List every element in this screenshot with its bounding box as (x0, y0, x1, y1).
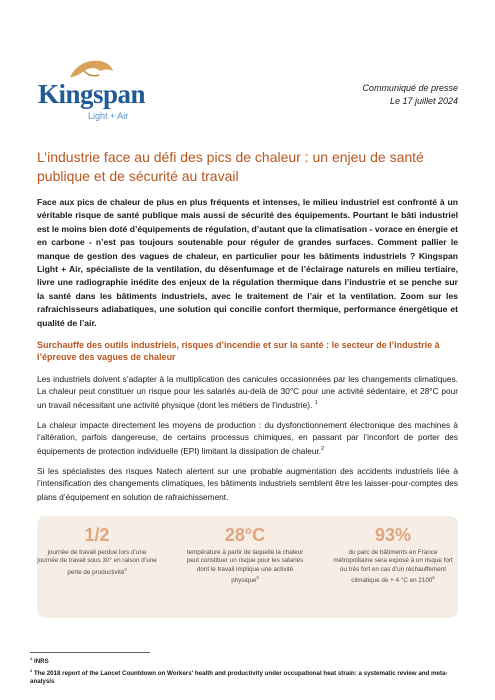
footnote (30, 655, 470, 667)
key-figure-value: 1/2 (84, 525, 110, 545)
key-figure (333, 524, 453, 585)
footnote-ref: 2 (321, 445, 325, 452)
key-figure-caption: température à partir de laquelle la chaleur peut constituer un risque pour les salariés dont le travail implique une activité physique (186, 549, 304, 584)
footnote-divider (30, 652, 150, 653)
key-figure-text (333, 549, 453, 585)
footnote-ref: 6 (432, 574, 435, 580)
footnote-text: INRS (33, 658, 49, 666)
page-title: L’industrie face au défi des pics de chaleur : un enjeu de santé publique et de sécurité au travail (37, 149, 424, 184)
key-figure-value: 28°C (224, 525, 266, 545)
key-figure-text (185, 549, 305, 585)
footnote-ref: 1 (314, 399, 318, 406)
key-figure (185, 524, 305, 585)
footnote-number: 2 (30, 667, 33, 673)
press-label: Communiqué de presse (362, 83, 458, 93)
paragraph-text: La chaleur impacte directement les moyens de production : du dysfonctionnement électronique des machines à l’altération, parfois dangereuse, de certains processus chimiques, en passant par l’inconfort de porter des équipements de protection individuelle (EPI) limitant la dissipation de chaleur. (37, 420, 458, 456)
intro-paragraph: Face aux pics de chaleur de plus en plus fréquents et intenses, le milieu industriel est confronté à un véritable risque de santé publique mais aussi de sécurité des équipements. Pourtant le bâti industriel est le moins bien doté d’équipements de régulation, d’autant que la climatisation - vorace en énergie et en carbone - n’est pas toujours soutenable pour réguler de grandes surfaces. Comment pallier le manque de gestion des vagues de chaleur, en particulier pour les bâtiments industriels ? Kingspan Light + Air, spécialiste de la ventilation, du désenfumage et de l’éclairage naturels en milieu tertiaire, livre une radiographie inédite des enjeux de la régulation thermique dans l’industrie et se penche sur la santé dans les bâtiments industriels, avec le traitement de l’air et la ventilation. Zoom sur les rafraichisseurs adiabatiques, une solution qui concilie confort thermique, performance énergétique et qualité de l’air. (37, 197, 458, 328)
paragraph-text: Les industriels doivent s’adapter à la multiplication des canicules occasionnées par les changements climatiques. La chaleur peut constituer un risque pour les salariés au-delà de 30°C pour une activité sédentaire, et 28°C pour un travail nécessitant une activité physique (dont les métiers de l’industrie). (37, 374, 458, 410)
footnotes (30, 655, 470, 687)
press-header (362, 82, 458, 108)
key-figure-caption: journée de travail perdue lors d’une journée de travail sous 30° en raison d’une perte de productivité (37, 549, 157, 576)
key-figures-panel (37, 516, 458, 618)
paragraph-text: Si les spécialistes des risques Natech alertent sur une probable augmentation des accidents industriels liée à l’intensification des changements climatiques, les bâtiments industriels semblent être les laisser-pour-comptes des plans d’équipement en solution de rafraichissement. (37, 466, 458, 502)
footnote-ref: 5 (256, 574, 259, 580)
body-paragraph (37, 420, 458, 457)
key-figure-value: 93% (374, 525, 412, 545)
key-figure-text (37, 549, 157, 577)
footnote-number: 1 (30, 656, 33, 661)
body-paragraph (37, 466, 458, 503)
logo-subtitle: Light + Air (88, 111, 129, 121)
footnote-ref: 3 (124, 566, 127, 572)
footnote-text: The 2018 report of the Lancet Countdown on Workers' health and productivity under occupational heat strain: a systematic review and meta-analysis (30, 669, 448, 686)
press-date: Le 17 juillet 2024 (389, 96, 458, 106)
key-figure-caption: du parc de bâtiments en France métropolitaine sera exposé à un risque fort ou très fort en cas d’un réchauffement climatique de + 4 °C en 2100 (333, 549, 453, 584)
key-figure (37, 524, 157, 577)
kingspan-logo (38, 55, 146, 125)
section-title: Surchauffe des outils industriels, risques d’incendie et sur la santé : le secteur de l’industrie à l’épreuve des vagues de chaleur (37, 340, 440, 362)
logo-wordmark: Kingspan (38, 79, 146, 109)
body-paragraph (37, 374, 458, 411)
footnote (30, 667, 470, 687)
